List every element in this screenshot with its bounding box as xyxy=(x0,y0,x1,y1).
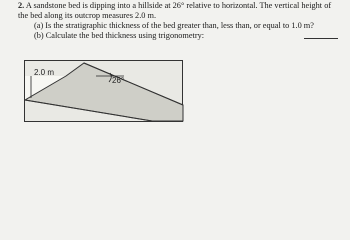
question-part-b: (b) Calculate the bed thickness using trigonometry: xyxy=(34,31,205,40)
answer-blank[interactable] xyxy=(304,38,338,39)
question-intro-1: A sandstone bed is dipping into a hillside at 26° relative to horizontal. The vertical height of xyxy=(25,1,332,10)
question-part-a: (a) Is the stratigraphic thickness of the bed greater than, less than, or equal to 1.0 m? xyxy=(34,21,314,30)
outcrop-diagram-svg xyxy=(24,60,184,122)
outcrop-diagram xyxy=(24,60,184,122)
question-block xyxy=(0,0,350,60)
question-number: 2. xyxy=(18,1,25,10)
question-intro-2: the bed along its outcrop measures 2.0 m. xyxy=(18,11,157,20)
dip-angle-label: 26° xyxy=(112,76,125,85)
question-line-1 xyxy=(18,1,331,11)
vertical-height-label: 2.0 m xyxy=(34,68,55,77)
